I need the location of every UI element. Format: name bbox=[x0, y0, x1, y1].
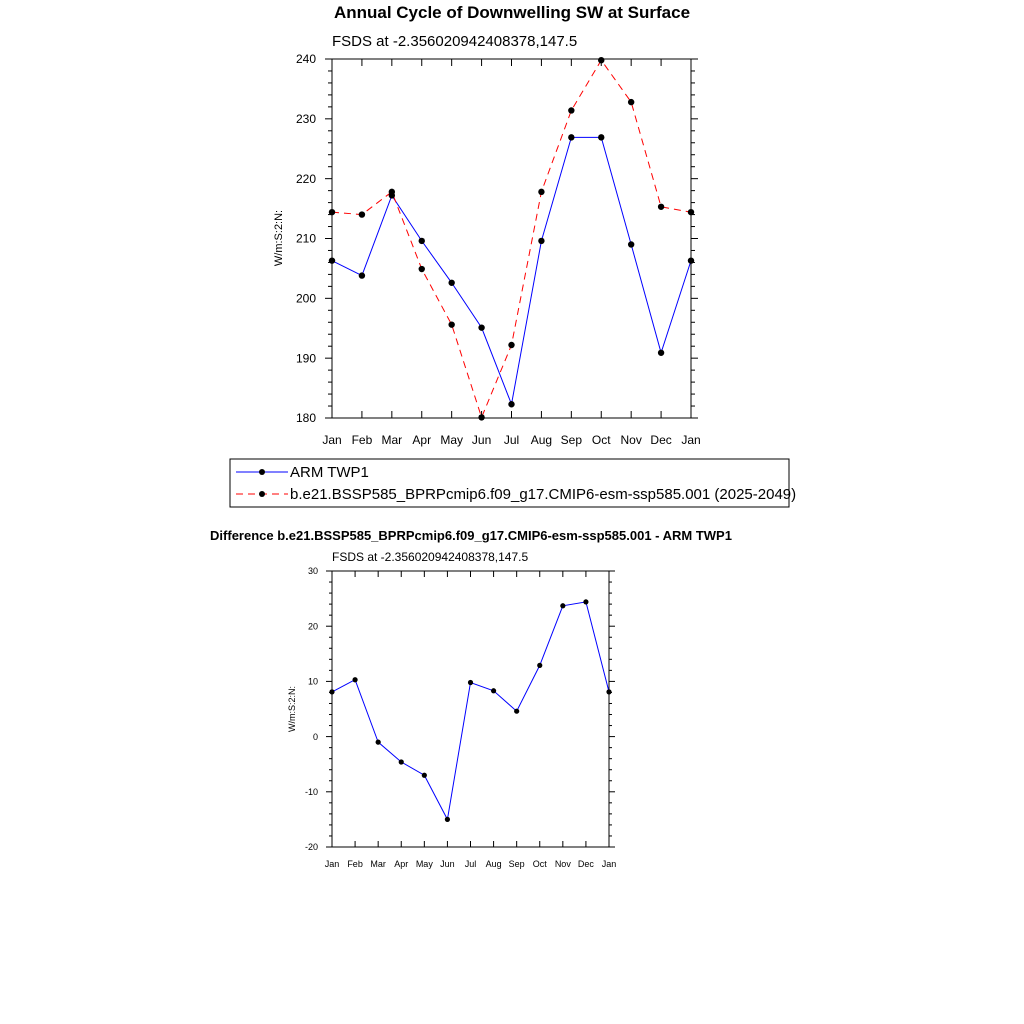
chart1-series-1-point bbox=[628, 99, 634, 105]
chart1-series-0-point bbox=[448, 280, 454, 286]
chart1-x-tick-label: Aug bbox=[530, 433, 553, 447]
chart1-series-line-0 bbox=[332, 137, 691, 404]
chart2-x-tick-label: Nov bbox=[554, 859, 571, 869]
chart1-x-tick-label: Feb bbox=[351, 433, 373, 447]
chart1-series-1-point bbox=[688, 209, 694, 215]
chart1-series-1-point bbox=[448, 321, 454, 327]
legend-marker-model bbox=[259, 491, 265, 497]
chart1-x-tick-label: Oct bbox=[591, 433, 611, 447]
chart2-y-tick-label: -10 bbox=[304, 786, 318, 797]
chart2-series-0-point bbox=[352, 677, 357, 682]
chart1-series-1-point bbox=[419, 266, 425, 272]
chart2-series-0-point bbox=[376, 740, 381, 745]
chart1-series-1-point bbox=[359, 211, 365, 217]
chart2-y-tick-label: 0 bbox=[312, 731, 318, 742]
chart1-x-tick-label: May bbox=[440, 433, 464, 447]
chart1-series-0-point bbox=[628, 241, 634, 247]
chart2-subtitle: FSDS at -2.356020942408378,147.5 bbox=[332, 550, 529, 564]
legend-label-arm: ARM TWP1 bbox=[290, 464, 369, 481]
chart1-series-0-point bbox=[538, 238, 544, 244]
chart2-y-tick-label: 10 bbox=[307, 676, 318, 687]
chart1-series-0-point bbox=[419, 238, 425, 244]
chart1-x-tick-label: Jul bbox=[503, 433, 520, 447]
chart2-series-0-point bbox=[422, 773, 427, 778]
chart2-series-0-point bbox=[537, 663, 542, 668]
chart1-x-tick-label: Jan bbox=[681, 433, 701, 447]
chart2-x-tick-label: Oct bbox=[532, 859, 547, 869]
chart1-subtitle: FSDS at -2.356020942408378,147.5 bbox=[332, 33, 578, 50]
chart1-x-tick-label: Sep bbox=[560, 433, 583, 447]
chart2-y-axis-label: W/m:S:2:N: bbox=[287, 685, 297, 733]
chart1-plot-frame bbox=[332, 59, 691, 418]
chart2-plot-frame bbox=[332, 571, 609, 847]
chart1-x-tick-label: Jan bbox=[322, 433, 342, 447]
chart1-y-tick-label: 220 bbox=[295, 171, 316, 186]
chart1-y-tick-label: 180 bbox=[295, 411, 316, 426]
chart1-series-1-point bbox=[329, 209, 335, 215]
legend-marker-arm bbox=[259, 469, 265, 475]
chart2-series-0-point bbox=[514, 709, 519, 714]
chart2-x-tick-label: May bbox=[415, 859, 433, 869]
chart1-title: Annual Cycle of Downwelling SW at Surface bbox=[333, 3, 691, 22]
chart2-series-0-point bbox=[468, 680, 473, 685]
chart1-x-tick-label: Apr bbox=[412, 433, 432, 447]
chart1-y-tick-label: 230 bbox=[295, 112, 316, 127]
chart2-x-tick-label: Sep bbox=[508, 859, 525, 869]
chart1-series-0-point bbox=[508, 401, 514, 407]
chart2-y-tick-label: 30 bbox=[307, 566, 318, 577]
chart1-series-0-point bbox=[329, 257, 335, 263]
legend-label-model: b.e21.BSSP585_BPRPcmip6.f09_g17.CMIP6-esm-ssp585.001 (2025-2049) bbox=[290, 486, 797, 503]
chart1-series-line-1 bbox=[332, 60, 691, 417]
chart2-series-0-point bbox=[606, 689, 611, 694]
chart2-series-0-point bbox=[399, 759, 404, 764]
chart1-y-tick-label: 210 bbox=[295, 231, 316, 246]
chart1-x-tick-label: Dec bbox=[650, 433, 672, 447]
chart1-series-1-point bbox=[568, 107, 574, 113]
chart1-series-1-point bbox=[478, 414, 484, 420]
chart1-series-0-point bbox=[658, 350, 664, 356]
chart2-x-tick-label: Feb bbox=[347, 859, 363, 869]
chart1-x-tick-label: Nov bbox=[620, 433, 642, 447]
chart2-x-tick-label: Dec bbox=[577, 859, 594, 869]
chart2-y-tick-label: -20 bbox=[304, 842, 318, 853]
chart2-series-0-point bbox=[583, 599, 588, 604]
chart1-x-tick-label: Mar bbox=[381, 433, 403, 447]
chart2-x-tick-label: Jan bbox=[601, 859, 617, 869]
chart1-series-0-point bbox=[568, 134, 574, 140]
chart1-series-1-point bbox=[538, 189, 544, 195]
chart2-x-tick-label: Jun bbox=[440, 859, 455, 869]
chart1-series-0-point bbox=[359, 272, 365, 278]
chart2-x-tick-label: Mar bbox=[370, 859, 386, 869]
chart1-series-1-point bbox=[389, 189, 395, 195]
chart1-series-0-point bbox=[478, 324, 484, 330]
chart1-y-tick-label: 190 bbox=[295, 351, 316, 366]
chart2-series-0-point bbox=[560, 603, 565, 608]
chart2-series-0-point bbox=[329, 689, 334, 694]
chart1-y-axis-label: W/m:S:2:N: bbox=[273, 209, 285, 267]
chart2-series-line-0 bbox=[332, 602, 609, 819]
chart1-y-tick-label: 200 bbox=[295, 291, 316, 306]
chart2-y-tick-label: 20 bbox=[307, 621, 318, 632]
chart2-x-tick-label: Jan bbox=[324, 859, 340, 869]
chart2-title: Difference b.e21.BSSP585_BPRPcmip6.f09_g17.CMIP6-esm-ssp585.001 - ARM TWP1 bbox=[210, 528, 732, 543]
chart2-series-0-point bbox=[491, 688, 496, 693]
chart1-series-1-point bbox=[598, 57, 604, 63]
chart2-series-0-point bbox=[445, 817, 450, 822]
chart1-series-0-point bbox=[598, 134, 604, 140]
chart1-x-tick-label: Jun bbox=[471, 433, 492, 447]
chart1-series-1-point bbox=[508, 342, 514, 348]
chart2-x-tick-label: Aug bbox=[485, 859, 502, 869]
chart1-series-0-point bbox=[688, 257, 694, 263]
chart1-y-tick-label: 240 bbox=[295, 52, 316, 67]
chart2-x-tick-label: Apr bbox=[394, 859, 409, 869]
chart2-x-tick-label: Jul bbox=[464, 859, 477, 869]
chart1-series-1-point bbox=[658, 204, 664, 210]
